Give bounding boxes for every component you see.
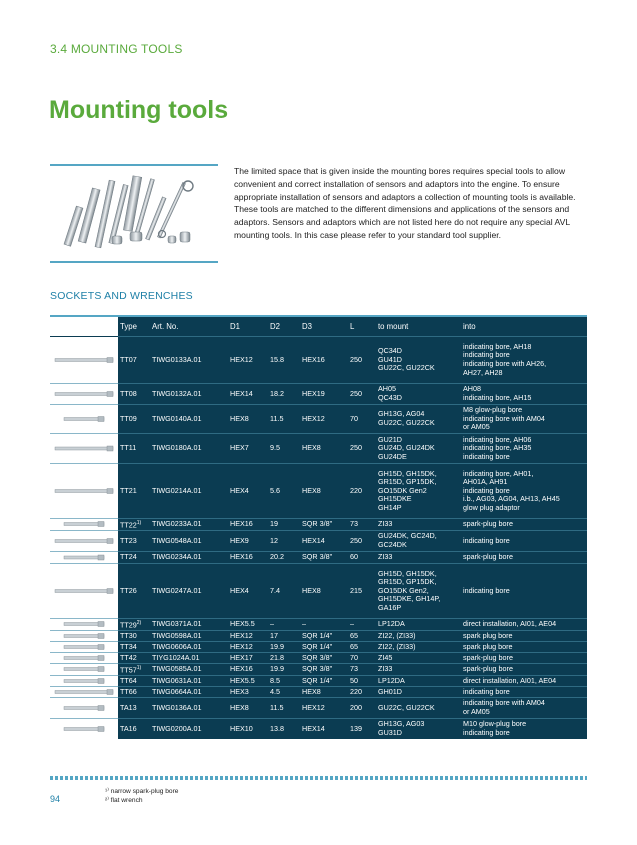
- cell-into: spark plug bore: [461, 630, 587, 641]
- tool-image-cell: [50, 530, 118, 551]
- cell-to-mount: ZI33: [376, 551, 461, 563]
- cell-type: TT30: [118, 630, 150, 641]
- cell-d1: HEX16: [228, 663, 268, 675]
- cell-d2: 7.4: [268, 563, 300, 618]
- cell-l: 220: [348, 464, 376, 519]
- cell-d1: HEX12: [228, 641, 268, 652]
- cell-d3: HEX8: [300, 434, 348, 464]
- cell-to-mount: LP12DA: [376, 675, 461, 686]
- cell-d2: 5.6: [268, 464, 300, 519]
- cell-l: 70: [348, 405, 376, 434]
- cell-d1: HEX5.5: [228, 618, 268, 630]
- table-row: [50, 551, 587, 563]
- cell-into: M10 glow-plug bore indicating bore: [461, 718, 587, 739]
- cell-art-no: TIWG0180A.01: [150, 434, 228, 464]
- cell-type: TA16: [118, 718, 150, 739]
- cell-d1: HEX8: [228, 697, 268, 718]
- cell-type: TT29$^{2)}$: [118, 618, 150, 630]
- cell-l: 73: [348, 663, 376, 675]
- header-d1: D1: [228, 317, 268, 337]
- tool-image-cell: [50, 563, 118, 618]
- table-row: [50, 530, 587, 551]
- cell-art-no: TIWG0598A.01: [150, 630, 228, 641]
- tool-image-cell: [50, 641, 118, 652]
- table-row: [50, 563, 587, 618]
- cell-d2: 12: [268, 530, 300, 551]
- cell-d1: HEX3: [228, 686, 268, 697]
- cell-d2: 19.9: [268, 641, 300, 652]
- cell-art-no: TIWG0234A.01: [150, 551, 228, 563]
- cell-d2: –: [268, 618, 300, 630]
- cell-art-no: TIWG0140A.01: [150, 405, 228, 434]
- cell-into: M8 glow-plug bore indicating bore with AM04 or AM05: [461, 405, 587, 434]
- cell-d3: HEX12: [300, 697, 348, 718]
- cell-art-no: TIWG0233A.01: [150, 519, 228, 531]
- table-row: [50, 618, 587, 630]
- cell-d3: SQR 3/8": [300, 663, 348, 675]
- page-number: 94: [50, 794, 61, 804]
- header-to-mount: to mount: [376, 317, 461, 337]
- header-d2: D2: [268, 317, 300, 337]
- table-bottom-rule: [50, 776, 587, 780]
- cell-type: TT07: [118, 337, 150, 384]
- cell-l: 250: [348, 434, 376, 464]
- table-row: [50, 652, 587, 663]
- cell-to-mount: GU21D GU24D, GU24DK GU24DE: [376, 434, 461, 464]
- table-row: [50, 434, 587, 464]
- cell-d3: SQR 1/4": [300, 630, 348, 641]
- footnote-marker: 1): [136, 520, 142, 526]
- footnote-marker: 1): [136, 664, 142, 671]
- tool-image-cell: [50, 464, 118, 519]
- tool-icon: [50, 642, 118, 652]
- cell-art-no: TIWG0133A.01: [150, 337, 228, 384]
- table-body: [50, 337, 587, 739]
- cell-art-no: TIWG0247A.01: [150, 563, 228, 618]
- cell-d2: 18.2: [268, 384, 300, 405]
- cell-into: spark-plug bore: [461, 519, 587, 531]
- cell-d3: HEX14: [300, 530, 348, 551]
- cell-art-no: TIWG0200A.01: [150, 718, 228, 739]
- cell-d2: 11.5: [268, 697, 300, 718]
- cell-to-mount: GH15D, GH15DK, GR15D, GP15DK, GO15DK Gen2, GH15DKE, GH14P, GA16P: [376, 563, 461, 618]
- header-l: L: [348, 317, 376, 337]
- cell-l: –: [348, 618, 376, 630]
- tool-icon: [50, 653, 118, 663]
- cell-into: spark plug bore: [461, 641, 587, 652]
- cell-into: indicating bore: [461, 686, 587, 697]
- cell-d1: HEX8: [228, 405, 268, 434]
- cell-d2: 17: [268, 630, 300, 641]
- footnote-marker: 2): [136, 619, 142, 626]
- header-image-col: [50, 317, 118, 337]
- cell-l: 220: [348, 686, 376, 697]
- tool-image-cell: [50, 434, 118, 464]
- tool-icon: [50, 337, 118, 383]
- table-row: [50, 337, 587, 384]
- cell-d1: HEX4: [228, 464, 268, 519]
- cell-d2: 13.8: [268, 718, 300, 739]
- cell-type: TT24: [118, 551, 150, 563]
- cell-l: 60: [348, 551, 376, 563]
- cell-into: indicating bore: [461, 530, 587, 551]
- tool-icon: [50, 631, 118, 641]
- table-row: [50, 630, 587, 641]
- section-heading: 3.4 MOUNTING TOOLS: [50, 42, 183, 56]
- cell-d3: HEX8: [300, 464, 348, 519]
- cell-d1: HEX12: [228, 337, 268, 384]
- cell-type: TA13: [118, 697, 150, 718]
- cell-to-mount: ZI33: [376, 663, 461, 675]
- cell-to-mount: GH01D: [376, 686, 461, 697]
- cell-d3: HEX12: [300, 405, 348, 434]
- cell-l: 200: [348, 697, 376, 718]
- tool-image-cell: [50, 686, 118, 697]
- cell-to-mount: ZI33: [376, 519, 461, 531]
- table-row: [50, 519, 587, 531]
- cell-d1: HEX17: [228, 652, 268, 663]
- cell-type: TT09: [118, 405, 150, 434]
- tool-icon: [50, 531, 118, 551]
- tools-table: [50, 317, 587, 739]
- tool-icon: [50, 464, 118, 518]
- tool-icon: [50, 405, 118, 433]
- cell-d1: HEX7: [228, 434, 268, 464]
- cell-d1: HEX16: [228, 551, 268, 563]
- cell-into: indicating bore with AM04 or AM05: [461, 697, 587, 718]
- tool-image-cell: [50, 405, 118, 434]
- cell-d1: HEX10: [228, 718, 268, 739]
- tool-icon: [50, 384, 118, 404]
- cell-d1: HEX4: [228, 563, 268, 618]
- tool-icon: [50, 687, 118, 697]
- table-row: [50, 686, 587, 697]
- cell-d2: 4.5: [268, 686, 300, 697]
- cell-d1: HEX14: [228, 384, 268, 405]
- cell-into: direct installation, AI01, AE04: [461, 618, 587, 630]
- cell-d1: HEX12: [228, 630, 268, 641]
- table-row: [50, 697, 587, 718]
- cell-d2: 19.9: [268, 663, 300, 675]
- tool-icon: [50, 619, 118, 629]
- cell-d3: HEX8: [300, 686, 348, 697]
- tool-icon: [50, 664, 118, 674]
- tools-photo: [50, 164, 218, 263]
- cell-to-mount: GH15D, GH15DK, GR15D, GP15DK, GO15DK Gen2 GH15DKE GH14P: [376, 464, 461, 519]
- cell-type: TT26: [118, 563, 150, 618]
- tool-icon: [50, 719, 118, 739]
- cell-into: indicating bore, AH18 indicating bore indicating bore with AH26, AH27, AH28: [461, 337, 587, 384]
- cell-into: indicating bore, AH01, AH01A, AH91 indicating bore i.b., AG03, AG04, AH13, AH45 glow plug adaptor: [461, 464, 587, 519]
- cell-d3: SQR 3/8": [300, 551, 348, 563]
- tool-image-cell: [50, 697, 118, 718]
- cell-d3: SQR 3/8": [300, 652, 348, 663]
- cell-art-no: TIWG0214A.01: [150, 464, 228, 519]
- cell-to-mount: ZI22, (ZI33): [376, 630, 461, 641]
- cell-type: TT66: [118, 686, 150, 697]
- cell-to-mount: GU24DK, GC24D, GC24DK: [376, 530, 461, 551]
- table-row: [50, 384, 587, 405]
- cell-d3: SQR 3/8": [300, 519, 348, 531]
- cell-art-no: TIWG0371A.01: [150, 618, 228, 630]
- cell-to-mount: GU22C, GU22CK: [376, 697, 461, 718]
- cell-art-no: TIYG1024A.01: [150, 652, 228, 663]
- header-d3: D3: [300, 317, 348, 337]
- tool-image-cell: [50, 652, 118, 663]
- cell-l: 250: [348, 384, 376, 405]
- cell-d1: HEX9: [228, 530, 268, 551]
- footnote-1: ¹⁾ narrow spark-plug bore: [105, 788, 179, 795]
- cell-to-mount: QC34D GU41D GU22C, GU22CK: [376, 337, 461, 384]
- cell-type: TT57$^{1)}$: [118, 663, 150, 675]
- table-header-row: [50, 317, 587, 337]
- table-row: [50, 718, 587, 739]
- header-into: into: [461, 317, 587, 337]
- cell-art-no: TIWG0136A.01: [150, 697, 228, 718]
- cell-into: AH08 indicating bore, AH15: [461, 384, 587, 405]
- intro-paragraph: The limited space that is given inside the mounting bores requires special tools to allow convenient and correct installation of sensors and adaptors into the engine. To ensure appropriate installation of sensors and adaptors a collection of mounting tools is available. These tools are matched to the different dimensions and applications of the sensors and adaptors. Sensors and adaptors which are not listed here do not require any special AVL mounting tools. In this case please refer to your standard tool supplier.: [234, 166, 576, 240]
- cell-type: TT34: [118, 641, 150, 652]
- tool-icon: [50, 564, 118, 618]
- cell-l: 70: [348, 652, 376, 663]
- cell-l: 215: [348, 563, 376, 618]
- cell-type: TT64: [118, 675, 150, 686]
- tool-icon: [50, 676, 118, 686]
- cell-l: 250: [348, 337, 376, 384]
- cell-to-mount: AH05 QC43D: [376, 384, 461, 405]
- cell-to-mount: LP12DA: [376, 618, 461, 630]
- table-row: [50, 663, 587, 675]
- cell-into: spark-plug bore: [461, 652, 587, 663]
- tool-image-cell: [50, 663, 118, 675]
- cell-to-mount: GH13G, AG04 GU22C, GU22CK: [376, 405, 461, 434]
- cell-to-mount: ZI45: [376, 652, 461, 663]
- cell-art-no: TIWG0631A.01: [150, 675, 228, 686]
- tool-image-cell: [50, 618, 118, 630]
- cell-l: 65: [348, 630, 376, 641]
- subheading-sockets-and-wrenches: SOCKETS AND WRENCHES: [50, 290, 193, 302]
- cell-l: 250: [348, 530, 376, 551]
- footnote-2: ²⁾ flat wrench: [105, 797, 143, 804]
- tool-icon: [50, 698, 118, 718]
- cell-d2: 9.5: [268, 434, 300, 464]
- cell-type: TT08: [118, 384, 150, 405]
- cell-type: TT42: [118, 652, 150, 663]
- tool-image-cell: [50, 551, 118, 563]
- tool-icon: [50, 434, 118, 463]
- tools-photo-illustration: [50, 166, 218, 261]
- cell-d3: HEX16: [300, 337, 348, 384]
- table-row: [50, 641, 587, 652]
- cell-to-mount: GH13G, AG03 GU31D: [376, 718, 461, 739]
- tool-image-cell: [50, 519, 118, 531]
- table-row: [50, 675, 587, 686]
- cell-l: 50: [348, 675, 376, 686]
- cell-into: indicating bore: [461, 563, 587, 618]
- cell-into: spark-plug bore: [461, 551, 587, 563]
- tool-image-cell: [50, 675, 118, 686]
- cell-d1: HEX16: [228, 519, 268, 531]
- cell-art-no: TIWG0585A.01: [150, 663, 228, 675]
- footnotes: [105, 787, 178, 805]
- cell-type: TT23: [118, 530, 150, 551]
- cell-d2: 21.8: [268, 652, 300, 663]
- cell-type: TT21: [118, 464, 150, 519]
- cell-art-no: TIWG0664A.01: [150, 686, 228, 697]
- cell-d2: 15.8: [268, 337, 300, 384]
- cell-into: direct installation, AI01, AE04: [461, 675, 587, 686]
- cell-d3: SQR 1/4": [300, 641, 348, 652]
- cell-d3: HEX8: [300, 563, 348, 618]
- cell-d2: 11.5: [268, 405, 300, 434]
- cell-art-no: TIWG0548A.01: [150, 530, 228, 551]
- cell-into: indicating bore, AH06 indicating bore, AH35 indicating bore: [461, 434, 587, 464]
- tool-image-cell: [50, 718, 118, 739]
- page-title: Mounting tools: [49, 96, 229, 124]
- cell-art-no: TIWG0132A.01: [150, 384, 228, 405]
- tool-icon: [50, 519, 118, 529]
- cell-d2: 8.5: [268, 675, 300, 686]
- cell-d3: SQR 1/4": [300, 675, 348, 686]
- tool-image-cell: [50, 384, 118, 405]
- cell-d2: 19: [268, 519, 300, 531]
- cell-type: TT22$^{1)}$: [118, 519, 150, 531]
- cell-l: 73: [348, 519, 376, 531]
- tool-image-cell: [50, 337, 118, 384]
- cell-d3: HEX14: [300, 718, 348, 739]
- table-row: [50, 464, 587, 519]
- cell-d3: HEX19: [300, 384, 348, 405]
- cell-type: TT11: [118, 434, 150, 464]
- header-type: Type: [118, 317, 150, 337]
- table-row: [50, 405, 587, 434]
- cell-art-no: TIWG0606A.01: [150, 641, 228, 652]
- cell-into: spark-plug bore: [461, 663, 587, 675]
- cell-d2: 20.2: [268, 551, 300, 563]
- cell-d3: –: [300, 618, 348, 630]
- cell-d1: HEX5.5: [228, 675, 268, 686]
- tool-image-cell: [50, 630, 118, 641]
- cell-to-mount: ZI22, (ZI33): [376, 641, 461, 652]
- tool-icon: [50, 552, 118, 563]
- header-art-no: Art. No.: [150, 317, 228, 337]
- cell-l: 65: [348, 641, 376, 652]
- cell-l: 139: [348, 718, 376, 739]
